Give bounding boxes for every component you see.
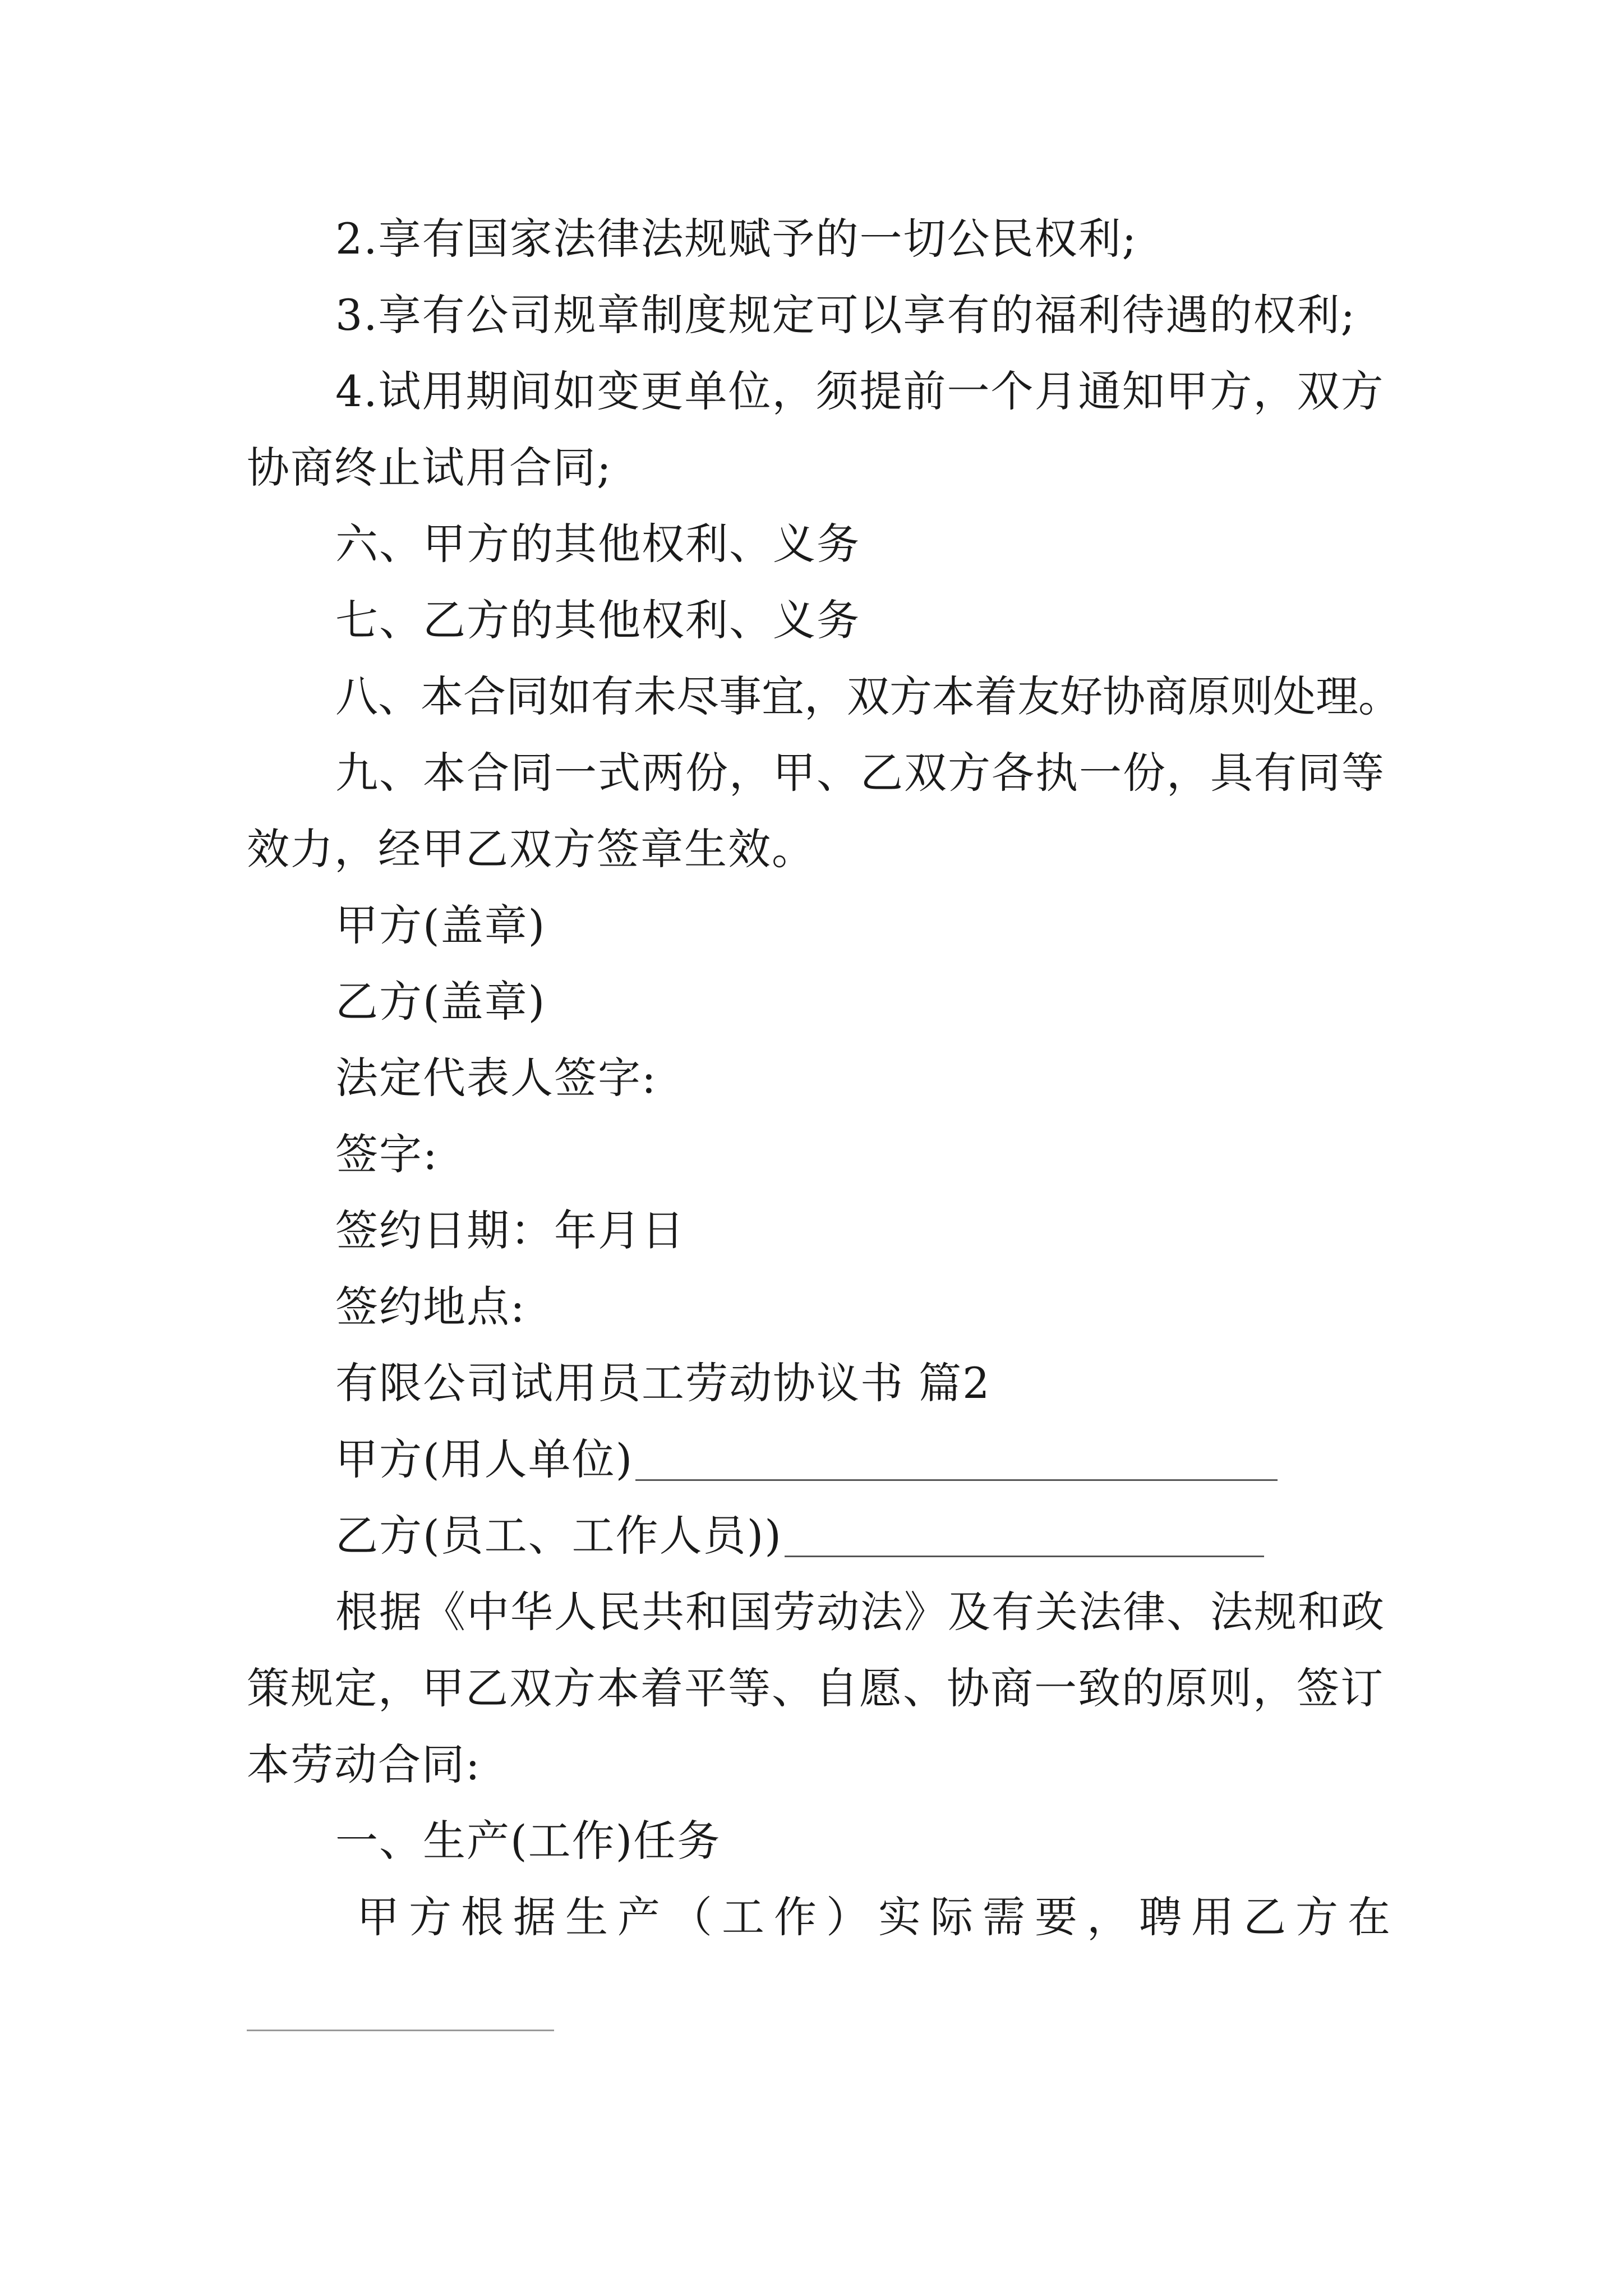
signing-date: 签约日期：年月日 [335, 1205, 685, 1255]
party-a-seal: 甲方(盖章) [335, 900, 546, 950]
party-b-blank [785, 1516, 1264, 1557]
party-a-employer-label: 甲方(用人单位) [335, 1434, 634, 1484]
party-b-employee-label: 乙方(员工、工作人员)) [335, 1511, 782, 1561]
part-2-title: 有限公司试用员工劳动协议书 篇2 [335, 1358, 991, 1408]
preamble-line-1: 根据《中华人民共和国劳动法》及有关法律、法规和政 [335, 1587, 1385, 1637]
party-b-seal: 乙方(盖章) [335, 977, 546, 1027]
clause-right-4: 4.试用期间如变更单位，须提前一个月通知甲方，双方 [335, 366, 1385, 416]
section-9-text-cont: 效力，经甲乙双方签章生效。 [247, 824, 815, 874]
clause-right-4-cont: 协商终止试用合同; [247, 443, 612, 493]
section-9-text: 九、本合同一式两份，甲、乙双方各执一份，具有同等 [335, 748, 1385, 798]
footnote-divider [247, 2030, 554, 2031]
party-a-blank [635, 1440, 1278, 1481]
section-6-heading: 六、甲方的其他权利、义务 [335, 519, 860, 569]
clause-right-2: 2.享有国家法律法规赋予的一切公民权利; [335, 214, 1138, 264]
party-b-employee [335, 1511, 1264, 1561]
legal-rep-signature: 法定代表人签字: [335, 1053, 657, 1103]
preamble-line-3: 本劳动合同: [247, 1740, 481, 1789]
section-8-text: 八、本合同如有未尽事宜，双方本着友好协商原则处理。 [335, 671, 1401, 721]
section-7-heading: 七、乙方的其他权利、义务 [335, 595, 860, 645]
signing-place: 签约地点: [335, 1282, 526, 1332]
party-a-employer [335, 1434, 1278, 1484]
signature: 签字: [335, 1129, 439, 1179]
preamble-line-2: 策规定，甲乙双方本着平等、自愿、协商一致的原则，签订 [247, 1663, 1384, 1713]
clause-right-3: 3.享有公司规章制度规定可以享有的福利待遇的权利; [335, 290, 1357, 340]
section-1-text: 甲方根据生产（工作）实际需要，聘用乙方在 [357, 1892, 1400, 1942]
section-1-heading: 一、生产(工作)任务 [335, 1816, 721, 1866]
